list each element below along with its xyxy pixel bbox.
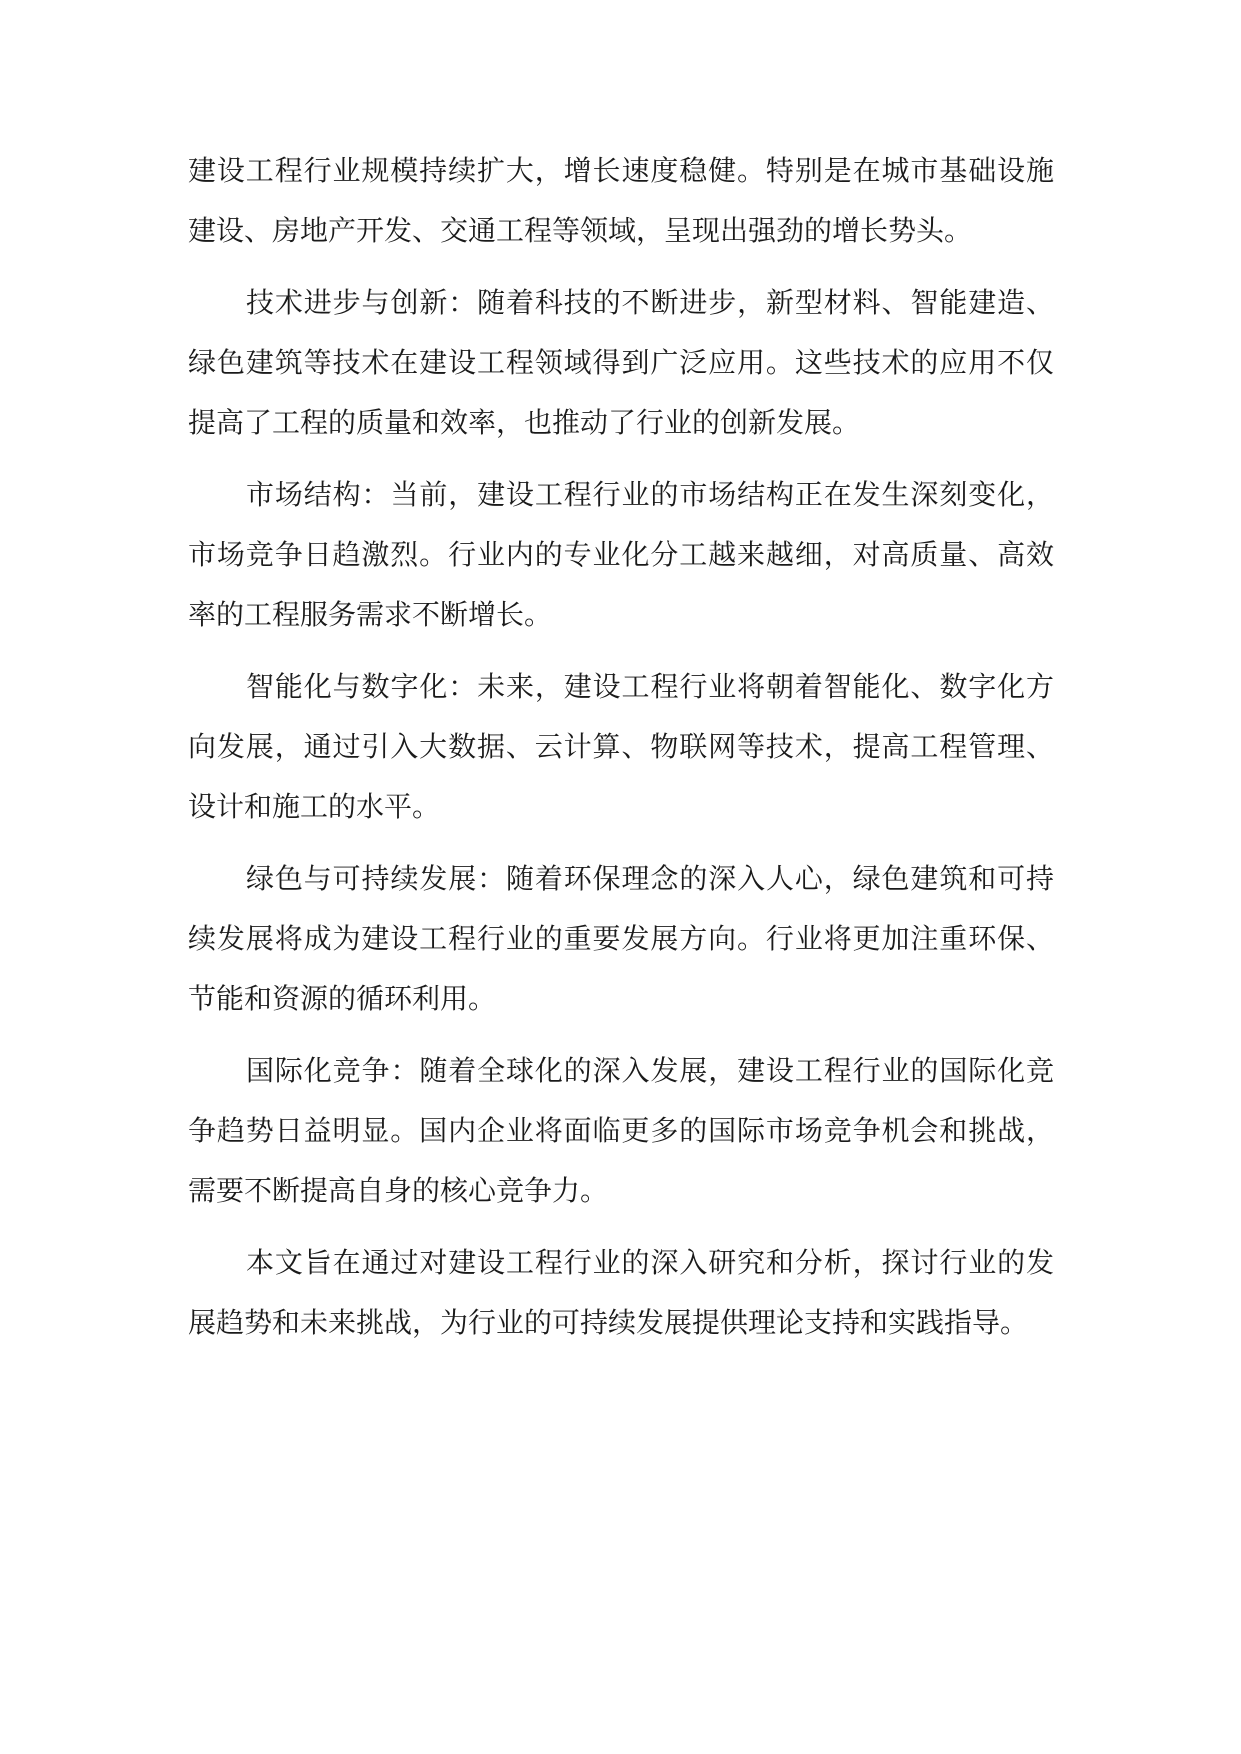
paragraph-purpose: 本文旨在通过对建设工程行业的深入研究和分析，探讨行业的发展趋势和未来挑战，为行业的可持续发展提供理论支持和实践指导。 bbox=[188, 1246, 1054, 1339]
paragraph-industry-scale: 建设工程行业规模持续扩大，增长速度稳健。特别是在城市基础设施建设、房地产开发、交通工程等领域，呈现出强劲的增长势头。 bbox=[188, 154, 1054, 247]
paragraph-market-structure: 市场结构：当前，建设工程行业的市场结构正在发生深刻变化，市场竞争日趋激烈。行业内的专业化分工越来越细，对高质量、高效率的工程服务需求不断增长。 bbox=[188, 478, 1054, 631]
paragraph-international-competition: 国际化竞争：随着全球化的深入发展，建设工程行业的国际化竞争趋势日益明显。国内企业将面临更多的国际市场竞争机会和挑战，需要不断提高自身的核心竞争力。 bbox=[188, 1054, 1054, 1207]
paragraph-intelligent-digital: 智能化与数字化：未来，建设工程行业将朝着智能化、数字化方向发展，通过引入大数据、云计算、物联网等技术，提高工程管理、设计和施工的水平。 bbox=[188, 670, 1054, 823]
paragraph-green-sustainable: 绿色与可持续发展：随着环保理念的深入人心，绿色建筑和可持续发展将成为建设工程行业的重要发展方向。行业将更加注重环保、节能和资源的循环利用。 bbox=[188, 862, 1054, 1015]
paragraph-technology-innovation: 技术进步与创新：随着科技的不断进步，新型材料、智能建造、绿色建筑等技术在建设工程领域得到广泛应用。这些技术的应用不仅提高了工程的质量和效率，也推动了行业的创新发展。 bbox=[188, 286, 1054, 439]
document-body bbox=[188, 141, 1054, 1365]
